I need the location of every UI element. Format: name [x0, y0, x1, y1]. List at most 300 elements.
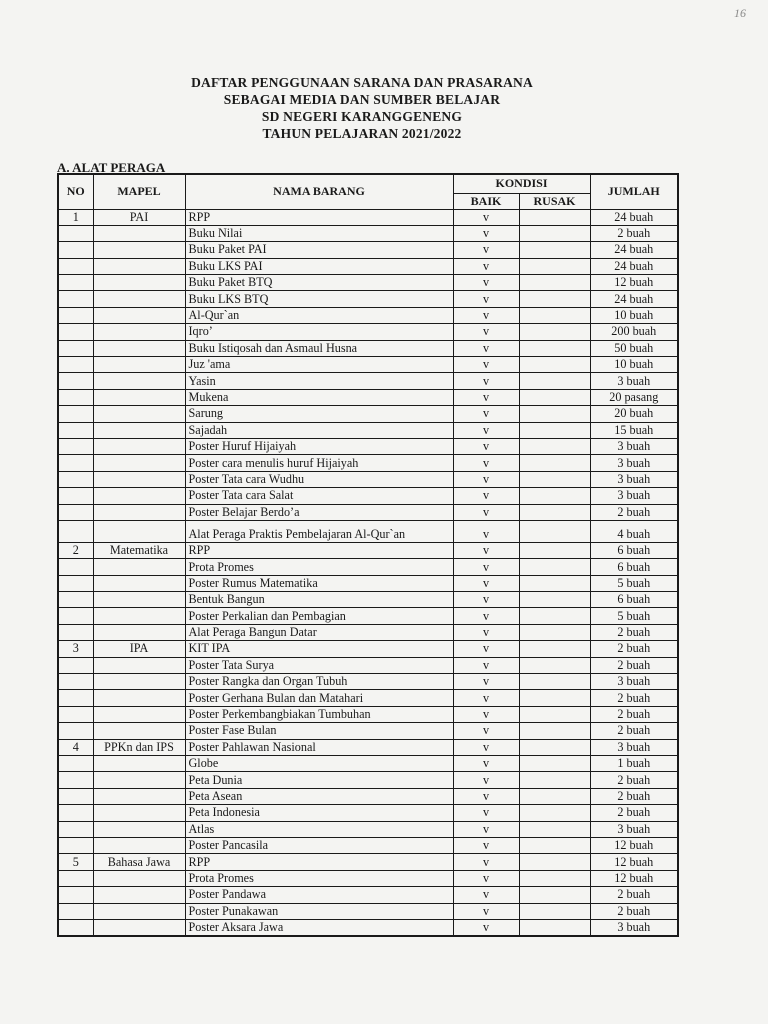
cell-mapel: Matematika: [93, 542, 185, 558]
cell-baik: v: [453, 739, 519, 755]
cell-no: [58, 821, 93, 837]
cell-jumlah: 24 buah: [590, 291, 678, 307]
title-line-4: TAHUN PELAJARAN 2021/2022: [262, 126, 462, 141]
cell-rusak: [519, 225, 590, 241]
cell-mapel: [93, 706, 185, 722]
cell-mapel: [93, 903, 185, 919]
cell-baik: v: [453, 422, 519, 438]
cell-baik: v: [453, 575, 519, 591]
cell-mapel: [93, 291, 185, 307]
cell-jumlah: 10 buah: [590, 307, 678, 323]
cell-mapel: [93, 438, 185, 454]
cell-rusak: [519, 706, 590, 722]
cell-mapel: [93, 756, 185, 772]
cell-nama-barang: Poster Perkalian dan Pembagian: [185, 608, 453, 624]
table-row: [58, 788, 678, 804]
cell-nama-barang: Poster Aksara Jawa: [185, 919, 453, 936]
cell-rusak: [519, 723, 590, 739]
cell-baik: v: [453, 723, 519, 739]
cell-mapel: [93, 258, 185, 274]
cell-mapel: PAI: [93, 209, 185, 225]
cell-no: [58, 903, 93, 919]
cell-no: [58, 608, 93, 624]
cell-baik: v: [453, 641, 519, 657]
cell-no: [58, 690, 93, 706]
cell-jumlah: 3 buah: [590, 674, 678, 690]
cell-nama-barang: Buku LKS BTQ: [185, 291, 453, 307]
cell-baik: v: [453, 870, 519, 886]
cell-nama-barang: Juz 'ama: [185, 357, 453, 373]
cell-jumlah: 3 buah: [590, 488, 678, 504]
section-heading: A. ALAT PERAGA: [57, 160, 166, 175]
cell-jumlah: 2 buah: [590, 706, 678, 722]
cell-nama-barang: RPP: [185, 854, 453, 870]
cell-mapel: [93, 575, 185, 591]
title-line-3: SD NEGERI KARANGGENENG: [261, 109, 463, 124]
cell-baik: v: [453, 706, 519, 722]
cell-mapel: [93, 690, 185, 706]
cell-rusak: [519, 903, 590, 919]
cell-mapel: [93, 887, 185, 903]
cell-rusak: [519, 422, 590, 438]
cell-nama-barang: Iqro’: [185, 324, 453, 340]
cell-baik: v: [453, 275, 519, 291]
cell-jumlah: 200 buah: [590, 324, 678, 340]
table-row: [58, 706, 678, 722]
cell-rusak: [519, 674, 590, 690]
header-kondisi: KONDISI: [453, 174, 590, 193]
cell-nama-barang: Buku LKS PAI: [185, 258, 453, 274]
cell-mapel: [93, 559, 185, 575]
cell-baik: v: [453, 504, 519, 520]
cell-jumlah: 2 buah: [590, 772, 678, 788]
table-row: [58, 225, 678, 241]
cell-baik: v: [453, 520, 519, 542]
cell-mapel: [93, 488, 185, 504]
document-title-block: [0, 74, 724, 142]
cell-jumlah: 12 buah: [590, 870, 678, 886]
cell-no: [58, 772, 93, 788]
cell-jumlah: 3 buah: [590, 821, 678, 837]
table-row: [58, 324, 678, 340]
cell-jumlah: 12 buah: [590, 837, 678, 853]
table-row: [58, 559, 678, 575]
cell-nama-barang: Mukena: [185, 389, 453, 405]
cell-nama-barang: Prota Promes: [185, 559, 453, 575]
cell-mapel: [93, 373, 185, 389]
cell-baik: v: [453, 242, 519, 258]
cell-rusak: [519, 887, 590, 903]
cell-rusak: [519, 870, 590, 886]
cell-mapel: [93, 389, 185, 405]
table-row: [58, 821, 678, 837]
cell-nama-barang: KIT IPA: [185, 641, 453, 657]
cell-no: [58, 258, 93, 274]
cell-mapel: [93, 357, 185, 373]
cell-no: [58, 242, 93, 258]
cell-baik: v: [453, 340, 519, 356]
cell-no: [58, 504, 93, 520]
cell-jumlah: 2 buah: [590, 723, 678, 739]
cell-jumlah: 2 buah: [590, 225, 678, 241]
cell-baik: v: [453, 307, 519, 323]
cell-no: [58, 438, 93, 454]
cell-baik: v: [453, 542, 519, 558]
header-mapel: MAPEL: [93, 174, 185, 209]
cell-jumlah: 3 buah: [590, 438, 678, 454]
cell-no: [58, 520, 93, 542]
cell-no: [58, 455, 93, 471]
cell-mapel: [93, 340, 185, 356]
cell-jumlah: 6 buah: [590, 559, 678, 575]
cell-jumlah: 24 buah: [590, 242, 678, 258]
cell-nama-barang: Bentuk Bangun: [185, 592, 453, 608]
cell-no: [58, 471, 93, 487]
cell-jumlah: 20 pasang: [590, 389, 678, 405]
table-row: [58, 542, 678, 558]
cell-baik: v: [453, 854, 519, 870]
cell-rusak: [519, 488, 590, 504]
cell-nama-barang: Poster Rumus Matematika: [185, 575, 453, 591]
cell-baik: v: [453, 821, 519, 837]
cell-baik: v: [453, 471, 519, 487]
cell-nama-barang: Poster cara menulis huruf Hijaiyah: [185, 455, 453, 471]
cell-baik: v: [453, 373, 519, 389]
cell-nama-barang: Poster Pahlawan Nasional: [185, 739, 453, 755]
cell-rusak: [519, 340, 590, 356]
cell-rusak: [519, 373, 590, 389]
cell-jumlah: 2 buah: [590, 624, 678, 640]
cell-baik: v: [453, 406, 519, 422]
cell-jumlah: 2 buah: [590, 903, 678, 919]
cell-jumlah: 2 buah: [590, 887, 678, 903]
table-row: [58, 340, 678, 356]
cell-no: 4: [58, 739, 93, 755]
table-row: [58, 575, 678, 591]
cell-baik: v: [453, 805, 519, 821]
cell-mapel: [93, 324, 185, 340]
cell-rusak: [519, 821, 590, 837]
cell-nama-barang: RPP: [185, 542, 453, 558]
table-row: [58, 307, 678, 323]
cell-mapel: [93, 307, 185, 323]
cell-rusak: [519, 690, 590, 706]
cell-baik: v: [453, 209, 519, 225]
cell-nama-barang: Poster Rangka dan Organ Tubuh: [185, 674, 453, 690]
cell-no: [58, 575, 93, 591]
cell-mapel: [93, 788, 185, 804]
title-line-1: DAFTAR PENGGUNAAN SARANA DAN PRASARANA: [191, 75, 533, 90]
cell-rusak: [519, 788, 590, 804]
cell-nama-barang: RPP: [185, 209, 453, 225]
cell-rusak: [519, 624, 590, 640]
cell-mapel: [93, 225, 185, 241]
cell-mapel: [93, 471, 185, 487]
cell-no: [58, 488, 93, 504]
cell-baik: v: [453, 559, 519, 575]
cell-nama-barang: Peta Dunia: [185, 772, 453, 788]
table-row: [58, 919, 678, 936]
cell-jumlah: 24 buah: [590, 209, 678, 225]
cell-rusak: [519, 242, 590, 258]
cell-baik: v: [453, 624, 519, 640]
table-row: [58, 520, 678, 542]
cell-jumlah: 2 buah: [590, 788, 678, 804]
cell-nama-barang: Poster Fase Bulan: [185, 723, 453, 739]
cell-jumlah: 10 buah: [590, 357, 678, 373]
cell-mapel: [93, 520, 185, 542]
cell-baik: v: [453, 903, 519, 919]
cell-no: [58, 373, 93, 389]
cell-rusak: [519, 756, 590, 772]
cell-baik: v: [453, 837, 519, 853]
cell-jumlah: 3 buah: [590, 471, 678, 487]
cell-nama-barang: Poster Pandawa: [185, 887, 453, 903]
cell-jumlah: 6 buah: [590, 542, 678, 558]
cell-rusak: [519, 657, 590, 673]
cell-baik: v: [453, 608, 519, 624]
table-row: [58, 406, 678, 422]
cell-no: [58, 870, 93, 886]
cell-jumlah: 20 buah: [590, 406, 678, 422]
cell-nama-barang: Globe: [185, 756, 453, 772]
cell-nama-barang: Yasin: [185, 373, 453, 389]
cell-baik: v: [453, 592, 519, 608]
cell-rusak: [519, 438, 590, 454]
cell-mapel: [93, 275, 185, 291]
cell-nama-barang: Sarung: [185, 406, 453, 422]
cell-rusak: [519, 291, 590, 307]
cell-baik: v: [453, 225, 519, 241]
cell-no: [58, 706, 93, 722]
cell-rusak: [519, 641, 590, 657]
inventory-table: [57, 173, 679, 937]
cell-no: [58, 389, 93, 405]
cell-baik: v: [453, 324, 519, 340]
cell-nama-barang: Buku Paket BTQ: [185, 275, 453, 291]
cell-rusak: [519, 471, 590, 487]
cell-no: [58, 674, 93, 690]
table-row: [58, 903, 678, 919]
page-number-mark: 16: [734, 6, 746, 20]
cell-mapel: [93, 504, 185, 520]
cell-rusak: [519, 389, 590, 405]
cell-mapel: [93, 821, 185, 837]
cell-nama-barang: Al-Qur`an: [185, 307, 453, 323]
cell-no: [58, 340, 93, 356]
cell-mapel: [93, 870, 185, 886]
cell-rusak: [519, 275, 590, 291]
cell-no: [58, 592, 93, 608]
cell-jumlah: 2 buah: [590, 641, 678, 657]
cell-no: [58, 357, 93, 373]
table-row: [58, 357, 678, 373]
table-header: [58, 174, 678, 209]
table-row: [58, 641, 678, 657]
cell-nama-barang: Poster Belajar Berdo’a: [185, 504, 453, 520]
cell-jumlah: 2 buah: [590, 805, 678, 821]
cell-no: [58, 887, 93, 903]
cell-no: 2: [58, 542, 93, 558]
cell-nama-barang: Alat Peraga Bangun Datar: [185, 624, 453, 640]
cell-rusak: [519, 919, 590, 936]
cell-mapel: PPKn dan IPS: [93, 739, 185, 755]
cell-no: [58, 805, 93, 821]
cell-baik: v: [453, 438, 519, 454]
table-row: [58, 624, 678, 640]
cell-baik: v: [453, 674, 519, 690]
cell-jumlah: 3 buah: [590, 919, 678, 936]
table-row: [58, 608, 678, 624]
table-row: [58, 739, 678, 755]
cell-nama-barang: Poster Tata cara Salat: [185, 488, 453, 504]
cell-no: [58, 275, 93, 291]
cell-no: [58, 307, 93, 323]
cell-mapel: [93, 723, 185, 739]
cell-rusak: [519, 837, 590, 853]
table-row: [58, 422, 678, 438]
table-row: [58, 242, 678, 258]
table-row: [58, 887, 678, 903]
cell-baik: v: [453, 756, 519, 772]
cell-rusak: [519, 559, 590, 575]
cell-baik: v: [453, 788, 519, 804]
cell-rusak: [519, 324, 590, 340]
cell-baik: v: [453, 919, 519, 936]
cell-jumlah: 2 buah: [590, 690, 678, 706]
cell-rusak: [519, 406, 590, 422]
cell-nama-barang: Buku Istiqosah dan Asmaul Husna: [185, 340, 453, 356]
cell-jumlah: 15 buah: [590, 422, 678, 438]
cell-no: 3: [58, 641, 93, 657]
cell-rusak: [519, 209, 590, 225]
cell-no: [58, 837, 93, 853]
cell-jumlah: 5 buah: [590, 575, 678, 591]
cell-jumlah: 24 buah: [590, 258, 678, 274]
cell-no: [58, 406, 93, 422]
cell-baik: v: [453, 690, 519, 706]
cell-nama-barang: Peta Asean: [185, 788, 453, 804]
cell-nama-barang: Poster Huruf Hijaiyah: [185, 438, 453, 454]
cell-nama-barang: Poster Pancasila: [185, 837, 453, 853]
header-jumlah: JUMLAH: [590, 174, 678, 209]
cell-rusak: [519, 455, 590, 471]
cell-jumlah: 5 buah: [590, 608, 678, 624]
cell-jumlah: 3 buah: [590, 455, 678, 471]
header-rusak: RUSAK: [519, 193, 590, 209]
table-row: [58, 258, 678, 274]
cell-nama-barang: Prota Promes: [185, 870, 453, 886]
cell-rusak: [519, 854, 590, 870]
cell-mapel: [93, 608, 185, 624]
cell-jumlah: 6 buah: [590, 592, 678, 608]
cell-baik: v: [453, 488, 519, 504]
table-row: [58, 805, 678, 821]
cell-rusak: [519, 739, 590, 755]
table-row: [58, 471, 678, 487]
cell-nama-barang: Alat Peraga Praktis Pembelajaran Al-Qur`an: [185, 520, 453, 542]
title-line-2: SEBAGAI MEDIA DAN SUMBER BELAJAR: [223, 92, 501, 107]
header-baik: BAIK: [453, 193, 519, 209]
cell-rusak: [519, 307, 590, 323]
table-row: [58, 870, 678, 886]
cell-baik: v: [453, 389, 519, 405]
cell-rusak: [519, 575, 590, 591]
table-row: [58, 504, 678, 520]
cell-no: [58, 624, 93, 640]
cell-mapel: [93, 919, 185, 936]
table-row: [58, 854, 678, 870]
cell-no: 1: [58, 209, 93, 225]
cell-rusak: [519, 542, 590, 558]
cell-nama-barang: Poster Perkembangbiakan Tumbuhan: [185, 706, 453, 722]
table-row: [58, 723, 678, 739]
cell-no: [58, 291, 93, 307]
header-nama-barang: NAMA BARANG: [185, 174, 453, 209]
cell-rusak: [519, 592, 590, 608]
cell-nama-barang: Buku Paket PAI: [185, 242, 453, 258]
cell-baik: v: [453, 258, 519, 274]
cell-mapel: IPA: [93, 641, 185, 657]
cell-no: [58, 919, 93, 936]
cell-mapel: [93, 624, 185, 640]
table-row: [58, 657, 678, 673]
cell-jumlah: 4 buah: [590, 520, 678, 542]
cell-nama-barang: Poster Tata cara Wudhu: [185, 471, 453, 487]
cell-no: [58, 657, 93, 673]
cell-rusak: [519, 772, 590, 788]
table-row: [58, 756, 678, 772]
cell-no: 5: [58, 854, 93, 870]
cell-mapel: [93, 657, 185, 673]
cell-no: [58, 324, 93, 340]
cell-mapel: [93, 837, 185, 853]
cell-mapel: [93, 455, 185, 471]
cell-baik: v: [453, 357, 519, 373]
cell-no: [58, 723, 93, 739]
header-no: NO: [58, 174, 93, 209]
table-row: [58, 438, 678, 454]
cell-baik: v: [453, 455, 519, 471]
cell-jumlah: 1 buah: [590, 756, 678, 772]
cell-rusak: [519, 805, 590, 821]
cell-jumlah: 12 buah: [590, 275, 678, 291]
cell-no: [58, 225, 93, 241]
table-row: [58, 674, 678, 690]
cell-nama-barang: Poster Punakawan: [185, 903, 453, 919]
table-body: [58, 209, 678, 936]
table-row: [58, 291, 678, 307]
table-row: [58, 389, 678, 405]
cell-mapel: [93, 772, 185, 788]
cell-mapel: [93, 592, 185, 608]
cell-baik: v: [453, 291, 519, 307]
cell-jumlah: 3 buah: [590, 739, 678, 755]
cell-rusak: [519, 258, 590, 274]
cell-no: [58, 788, 93, 804]
cell-baik: v: [453, 772, 519, 788]
table-row: [58, 373, 678, 389]
cell-no: [58, 422, 93, 438]
cell-baik: v: [453, 657, 519, 673]
cell-no: [58, 559, 93, 575]
cell-mapel: Bahasa Jawa: [93, 854, 185, 870]
table-row: [58, 209, 678, 225]
table-row: [58, 275, 678, 291]
cell-nama-barang: Peta Indonesia: [185, 805, 453, 821]
cell-jumlah: 2 buah: [590, 657, 678, 673]
cell-mapel: [93, 406, 185, 422]
